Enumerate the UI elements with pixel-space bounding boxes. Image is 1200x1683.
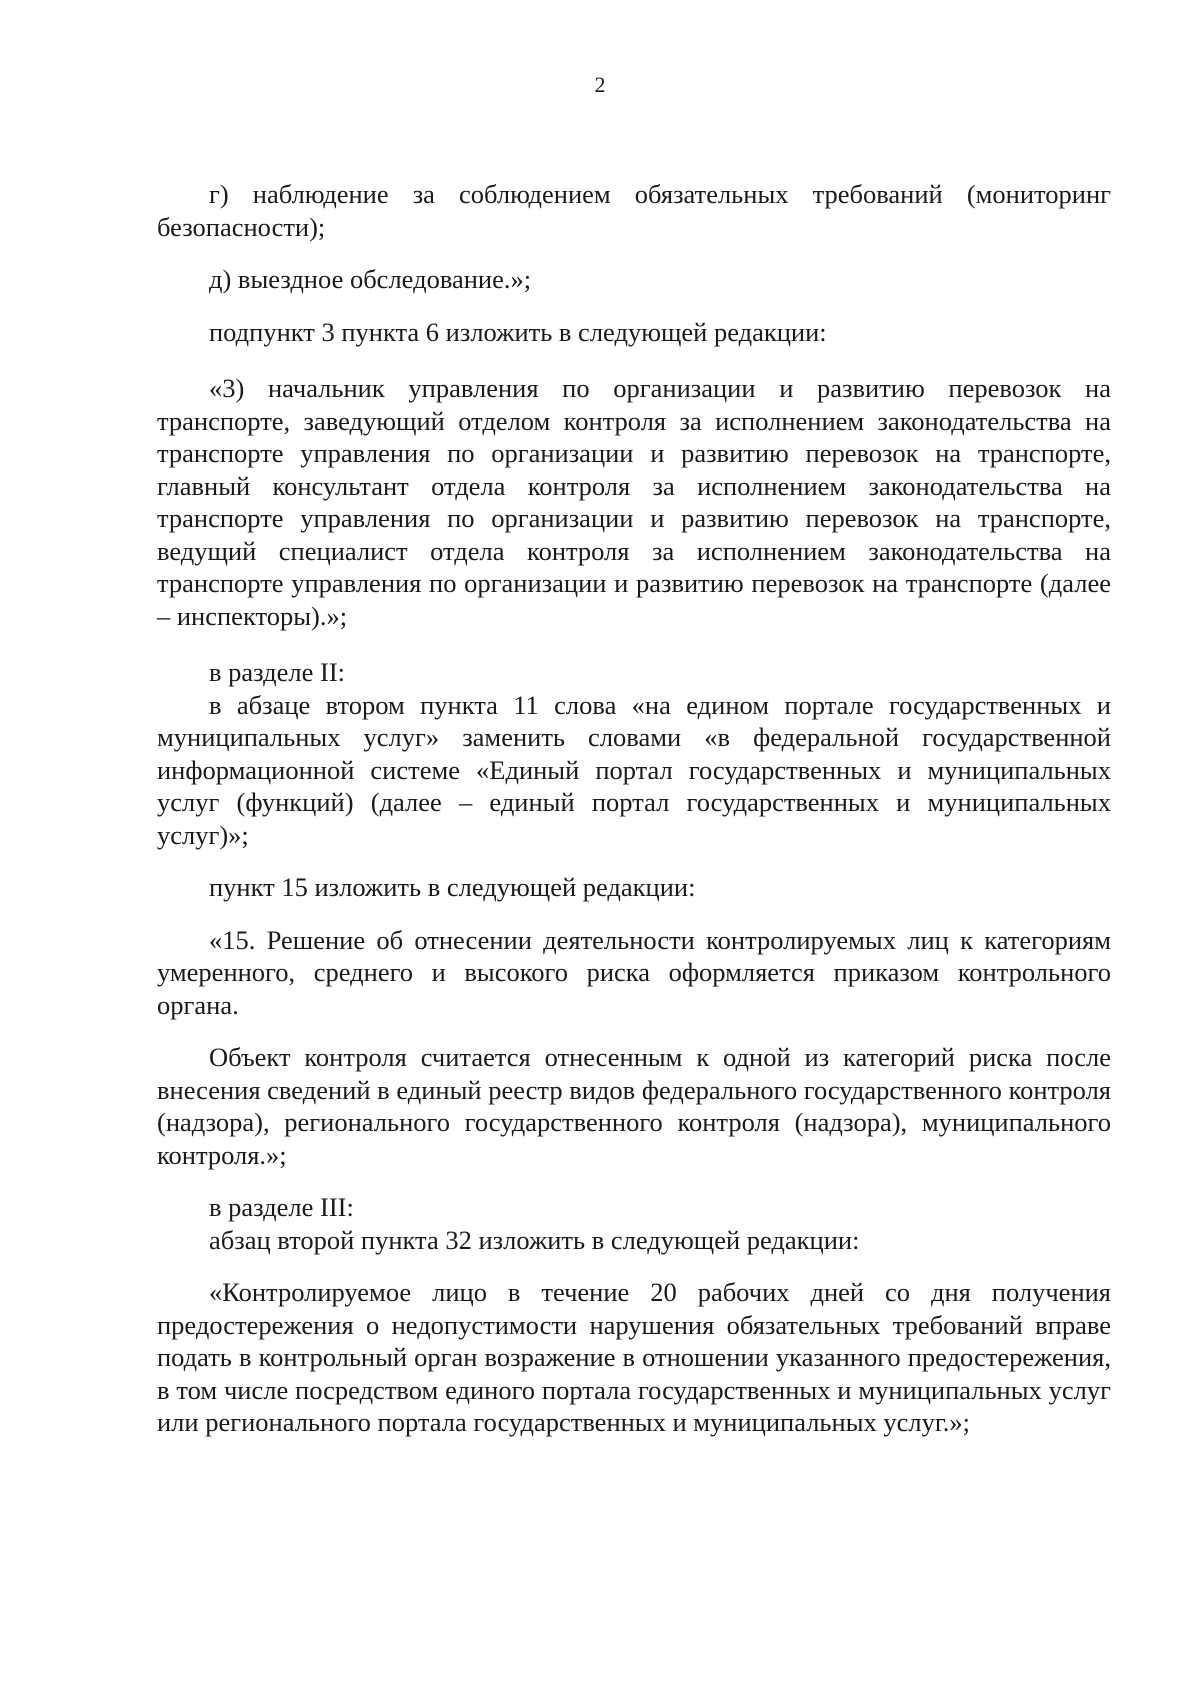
paragraph-risk-category-text: Объект контроля считается отнесенным к одной из категорий риска после внесения сведений в единый реестр видов федерального государственного контроля (надзора), регионального государственного контроля (надзора), муниципального контроля.»; xyxy=(157,1042,1111,1170)
paragraph-section-2-heading: в разделе II: xyxy=(209,657,346,687)
paragraph-item-g: г) наблюдение за соблюдением обязательных требований (мониторинг безопасности); xyxy=(157,179,1111,242)
page-number: 2 xyxy=(594,72,606,97)
paragraph-point-32-intro: абзац второй пункта 32 изложить в следующей редакции: xyxy=(209,1224,860,1255)
document-body xyxy=(157,178,1111,1439)
paragraph-point-11-amendment: в абзаце втором пункта 11 слова «на едином портале государственных и муниципальных услуг» заменить словами «в федеральной государственной информационной системе «Единый портал государственных и муниципальных услуг (функций) (далее – единый портал государственных и муниципальных услуг)»; xyxy=(157,689,1111,850)
paragraph-point-32-text: «Контролируемое лицо в течение 20 рабочих дней со дня получения предостережения о недопустимости нарушения обязательных требований вправе подать в контрольный орган возражение в отношении указанного предостережения, в том числе посредством единого портала государственных и муниципальных услуг или регионального портала государственных и муниципальных услуг.»; xyxy=(157,1277,1111,1437)
paragraph-section-3-heading: в разделе III: xyxy=(209,1192,354,1222)
paragraph-item-d: д) выездное обследование.»; xyxy=(209,264,532,294)
paragraph-point-15-text: «15. Решение об отнесении деятельности контролируемых лиц к категориям умеренного, среднего и высокого риска оформляется приказом контрольного органа. xyxy=(157,924,1111,1020)
paragraph-point-15-intro: пункт 15 изложить в следующей редакции: xyxy=(209,872,696,902)
paragraph-subpoint-3-intro: подпункт 3 пункта 6 изложить в следующей редакции: xyxy=(209,316,827,347)
paragraph-subpoint-3-text: «3) начальник управления по организации и развитию перевозок на транспорте, заведующий отделом контроля за исполнением законодательства на транспорте управления по организации и развитию перевозок на транспорте, главный консультант отдела контроля за исполнением законодательства на транспорте управления по организации и развитию перевозок на транспорте, ведущий специалист отдела контроля за исполнением законодательства на транспорте управления по организации и развитию перевозок на транспорте (далее – инспекторы).»; xyxy=(157,373,1111,631)
